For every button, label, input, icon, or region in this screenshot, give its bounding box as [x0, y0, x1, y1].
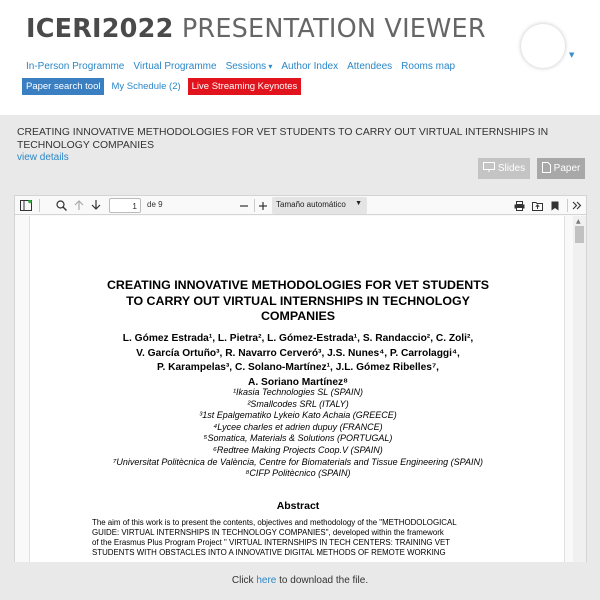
zoom-select-value: Tamaño automático	[276, 200, 346, 209]
author-line: A. Soriano Martínez⁸	[248, 376, 348, 388]
previous-page-icon[interactable]	[72, 198, 86, 213]
nav-sessions-dropdown[interactable]: Sessions ▾	[226, 61, 273, 72]
nav-rooms-map[interactable]: Rooms map	[401, 61, 456, 72]
nav-author-index[interactable]: Author Index	[281, 61, 339, 72]
abstract-line: of the Erasmus Plus Program Project " VIRTUAL INTERNSHIPS IN TECH CENTERS: TRAINING VET	[92, 538, 451, 547]
search-icon[interactable]	[54, 198, 68, 213]
open-file-icon[interactable]	[530, 198, 544, 213]
paper-label: Paper	[553, 163, 581, 174]
download-footer	[0, 575, 600, 586]
document-authors	[60, 332, 536, 390]
affiliation-line: ¹Ikasia Technologies SL (SPAIN)	[233, 387, 363, 397]
author-line: P. Karampelas³, C. Solano-Martínez¹, J.L. Gómez Ribelles⁷,	[157, 362, 439, 373]
nav-in-person-programme[interactable]: In-Person Programme	[26, 61, 125, 72]
footer-prefix: Click	[231, 575, 254, 586]
pdf-page	[29, 216, 565, 562]
main-content	[0, 115, 600, 600]
toolbar-divider	[39, 199, 40, 212]
sidebar-toggle-icon[interactable]	[18, 198, 34, 213]
affiliation-line: ³1st Epalgematiko Lykeio Kato Achaia (GREECE)	[199, 410, 397, 421]
live-streaming-button[interactable]: Live Streaming Keynotes	[188, 78, 302, 95]
abstract-line: The aim of this work is to present the contents, objectives and methodology of the "METHODOLOGICAL	[92, 518, 457, 527]
affiliation-line: ²Smallcodes SRL (ITALY)	[247, 398, 349, 409]
pdf-toolbar	[15, 196, 586, 215]
zoom-in-icon[interactable]	[256, 198, 270, 213]
zoom-out-icon[interactable]	[237, 198, 251, 213]
action-buttons	[22, 78, 301, 95]
page-count: de 9	[147, 200, 163, 209]
affiliation-line: ⁷Universitat Politècnica de València, Centre for Biomaterials and Tissue Engineering (SPAIN)	[112, 456, 483, 467]
app-title-light: PRESENTATION VIEWER	[181, 14, 486, 44]
user-menu-caret-icon[interactable]: ▼	[569, 51, 575, 59]
pdf-scrollbar[interactable]	[573, 216, 586, 562]
paper-search-button[interactable]: Paper search tool	[22, 78, 104, 95]
toolbar-divider	[254, 199, 255, 212]
download-link[interactable]: here	[256, 575, 277, 586]
bookmark-icon[interactable]	[548, 198, 562, 213]
footer-suffix: to download the file.	[279, 575, 369, 586]
document-title	[60, 278, 536, 325]
pdf-document-area	[15, 216, 586, 562]
document-affiliations	[60, 387, 536, 480]
slides-label: Slides	[497, 163, 526, 174]
abstract-heading: Abstract	[276, 500, 320, 512]
chevron-down-icon: ▼	[355, 200, 362, 207]
abstract-line: STUDENTS WITH OBSTACLES INTO A INNOVATIVE DIGITAL METHODS OF REMOTE WORKING	[92, 548, 446, 557]
app-title	[26, 14, 486, 44]
abstract-text	[92, 518, 510, 558]
print-icon[interactable]	[512, 198, 526, 213]
abstract-line: GUIDE: VIRTUAL INTERNSHIPS IN TECHNOLOGY COMPANIES", developed within the framework	[92, 528, 444, 537]
pdf-viewer	[14, 195, 587, 562]
app-title-bold: ICERI2022	[26, 14, 174, 44]
slides-icon	[483, 162, 495, 175]
author-line: V. García Ortuño³, R. Navarro Cerveró³, J.S. Nunes⁴, P. Carrolaggi⁴,	[136, 347, 460, 359]
tools-menu-icon[interactable]	[570, 198, 584, 213]
affiliation-line: ⁸CIFP Politècnico (SPAIN)	[245, 468, 351, 479]
document-title-line: COMPANIES	[260, 309, 336, 323]
page-number-input[interactable]: 1	[109, 198, 141, 213]
nav-virtual-programme[interactable]: Virtual Programme	[133, 61, 217, 72]
paper-button[interactable]	[537, 158, 585, 179]
avatar[interactable]	[521, 24, 565, 68]
slides-button[interactable]	[478, 158, 530, 179]
pdf-file-icon	[542, 162, 551, 176]
zoom-select[interactable]	[272, 197, 367, 214]
scroll-up-arrow-icon[interactable]: ▲	[576, 218, 581, 225]
author-line: L. Gómez Estrada¹, L. Pietra², L. Gómez-Estrada¹, S. Randaccio², C. Zoli²,	[122, 333, 474, 344]
my-schedule-button[interactable]: My Schedule (2)	[111, 81, 181, 92]
main-nav	[26, 61, 464, 72]
affiliation-line: ⁴Lycee charles et adrien dupuy (FRANCE)	[213, 421, 383, 432]
affiliation-line: ⁶Redtree Making Projects Coop.V (SPAIN)	[213, 444, 383, 455]
scroll-thumb[interactable]	[575, 226, 584, 243]
paper-title: CREATING INNOVATIVE METHODOLOGIES FOR VET STUDENTS TO CARRY OUT VIRTUAL INTERNSHIPS IN TECHNOLOGY COMPANIES	[17, 127, 549, 151]
nav-attendees[interactable]: Attendees	[347, 61, 393, 72]
toolbar-divider	[567, 199, 568, 212]
affiliation-line: ⁵Somatica, Materials & Solutions (PORTUGAL)	[203, 433, 393, 444]
header	[0, 0, 600, 112]
document-title-line: CREATING INNOVATIVE METHODOLOGIES FOR VET STUDENTS	[106, 278, 490, 292]
next-page-icon[interactable]	[89, 198, 103, 213]
view-details-link[interactable]: view details	[17, 152, 69, 163]
document-title-line: TO CARRY OUT VIRTUAL INTERNSHIPS IN TECHNOLOGY	[126, 293, 470, 308]
